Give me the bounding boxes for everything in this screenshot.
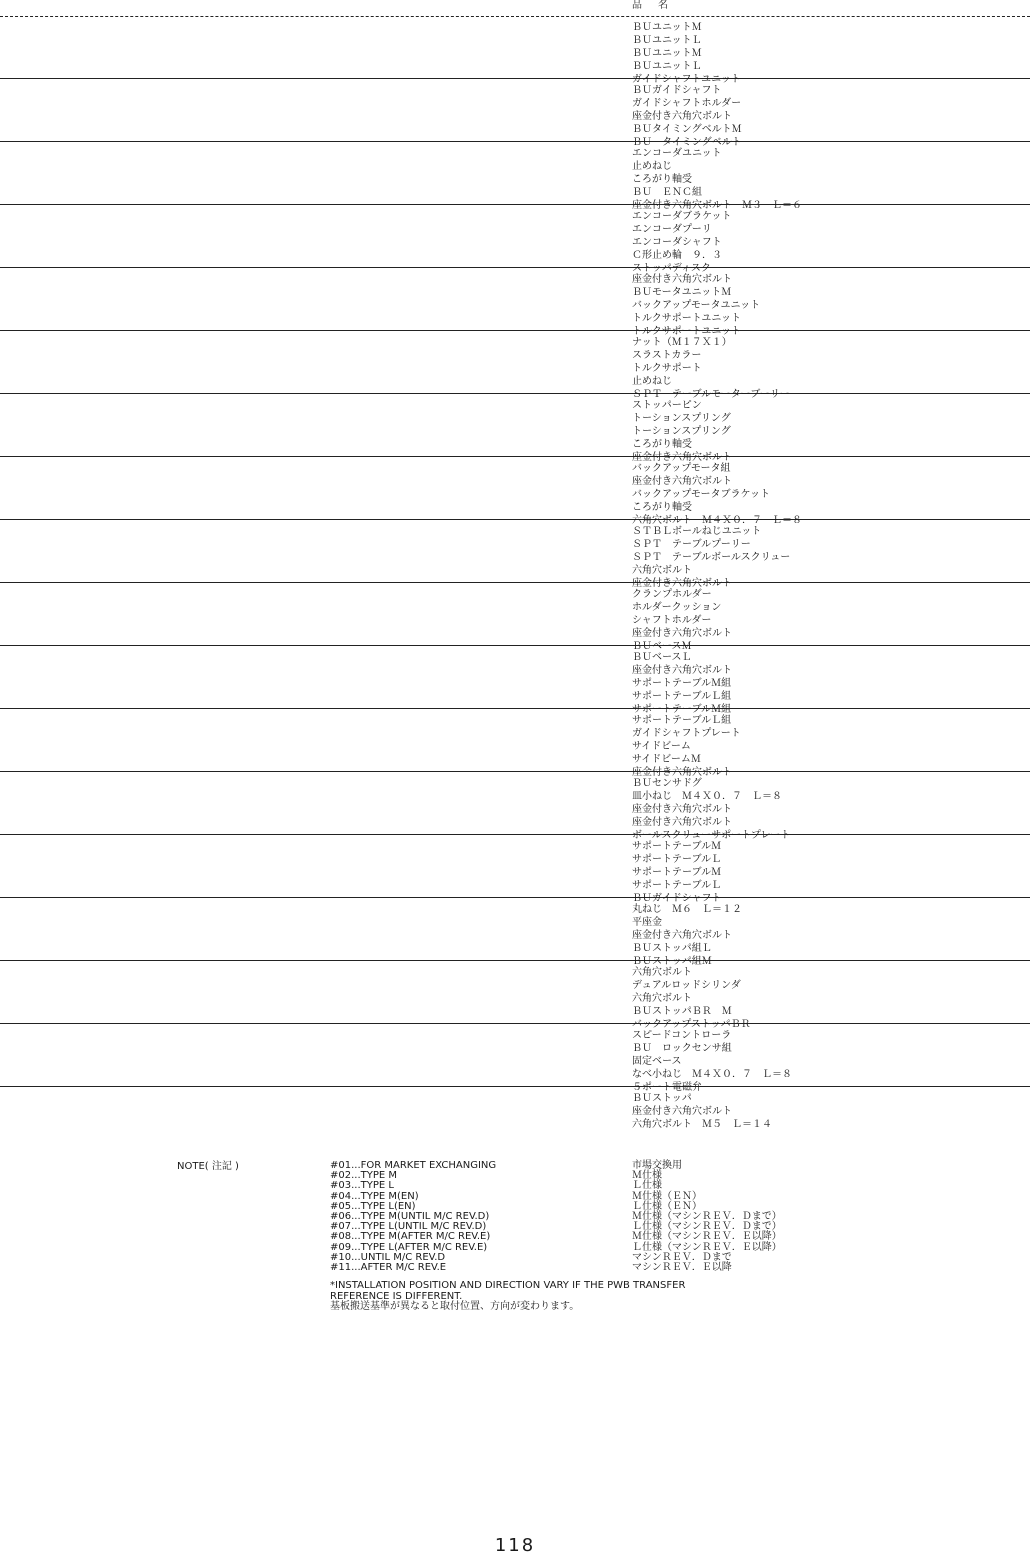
part-name: 座金付き六角穴ボルト bbox=[632, 1105, 732, 1117]
part-name: 座金付き六角穴ボルト bbox=[632, 274, 732, 285]
part-name-cell bbox=[632, 778, 1030, 842]
part-name: ＢＵガイドシャフト bbox=[632, 892, 722, 904]
note-description: Ｌ仕様（マシンＲＥＶ．Ｄまで） bbox=[632, 1221, 782, 1233]
part-name: ストッパディスク bbox=[632, 262, 711, 274]
part-name: ＢＵセンサドグ bbox=[632, 778, 702, 789]
part-name: 六角穴ボルト Ｍ５ Ｌ＝１４ bbox=[632, 1118, 772, 1130]
part-name: ガイドシャフトユニット bbox=[632, 73, 741, 85]
part-name: 六角穴ボルト bbox=[632, 992, 692, 1004]
note-code: #05...TYPE L(EN) bbox=[330, 1200, 416, 1212]
part-name: 皿小ねじ Ｍ４Ｘ０．７ Ｌ＝８ bbox=[632, 790, 782, 802]
part-name: サポートテーブルＬ組 bbox=[632, 690, 732, 702]
part-name: ころがり軸受 bbox=[632, 501, 692, 513]
note-description: Ｍ仕様（マシンＲＥＶ．Ｅ以降） bbox=[632, 1231, 782, 1243]
part-name: ＢＵ タイミングベルト bbox=[632, 136, 742, 148]
part-name: ＢＵモータユニットＭ bbox=[632, 286, 732, 298]
part-name: ＢＵユニットＬ bbox=[632, 34, 702, 46]
part-name-cell bbox=[632, 589, 1030, 653]
part-name: ＢＵベースＬ bbox=[632, 652, 692, 663]
part-name-cell bbox=[632, 841, 1030, 905]
part-name: シャフトホルダー bbox=[632, 614, 712, 626]
parts-group bbox=[0, 331, 1030, 400]
part-name: ＢＵ ＥＮＣ組 bbox=[632, 186, 702, 198]
note-description: Ｌ仕様（マシンＲＥＶ．Ｅ以降） bbox=[632, 1241, 782, 1253]
part-name: 座金付き六角穴ボルト bbox=[632, 766, 732, 778]
part-name: ＳＰＴ テーブルモーターブーリー bbox=[632, 388, 790, 400]
note-description: Ｌ仕様（ＥＮ） bbox=[632, 1200, 702, 1212]
parts-group bbox=[0, 268, 1030, 337]
part-name: ガイドシャフトホルダー bbox=[632, 97, 742, 109]
part-name: 六角穴ボルト Ｍ４Ｘ０．７ Ｌ＝８ bbox=[632, 514, 802, 526]
note-code: #08...TYPE M(AFTER M/C REV.E) bbox=[330, 1231, 491, 1243]
parts-group bbox=[0, 394, 1030, 463]
part-name: ころがり軸受 bbox=[632, 438, 692, 450]
part-name: サポートテーブルＭ bbox=[632, 866, 722, 878]
part-name-cell bbox=[632, 148, 1030, 212]
parts-group bbox=[0, 205, 1030, 274]
part-name: 止めねじ bbox=[632, 160, 672, 172]
part-name: 座金付き六角穴ボルト bbox=[632, 110, 732, 122]
parts-group bbox=[0, 457, 1030, 526]
part-name: トルクサポートユニット bbox=[632, 312, 741, 324]
part-name-cell bbox=[632, 274, 1030, 338]
part-name: 座金付き六角穴ボルト bbox=[632, 816, 732, 828]
parts-group bbox=[0, 646, 1030, 715]
note-description: マシンＲＥＶ．Ｄまで bbox=[632, 1251, 732, 1263]
part-name-column-header: 品 名 bbox=[632, 0, 671, 11]
note-description: Ｍ仕様 bbox=[632, 1170, 662, 1182]
part-name: なべ小ねじ Ｍ４Ｘ０．７ Ｌ＝８ bbox=[632, 1068, 792, 1080]
part-name: サポートテーブルＬ bbox=[632, 853, 722, 865]
part-name: スピードコントローラ bbox=[632, 1030, 732, 1041]
part-name: デュアルロッドシリンダ bbox=[632, 979, 741, 991]
part-name: トーションスプリング bbox=[632, 412, 731, 424]
part-name: ＢＵユニットＭ bbox=[632, 47, 702, 59]
part-name: ＢＵタイミングベルトＭ bbox=[632, 123, 742, 135]
installation-note-line: 基板搬送基準が異なると取付位置、方向が変わります。 bbox=[330, 1301, 580, 1312]
note-code: #07...TYPE L(UNTIL M/C REV.D) bbox=[330, 1221, 487, 1233]
part-name: ナット（Ｍ１７Ｘ１） bbox=[632, 337, 732, 348]
note-description: Ｍ仕様（ＥＮ） bbox=[632, 1190, 702, 1202]
parts-group bbox=[0, 16, 1030, 85]
note-description: Ｌ仕様 bbox=[632, 1180, 662, 1192]
note-codes bbox=[330, 1161, 496, 1273]
parts-group bbox=[0, 898, 1030, 967]
parts-group bbox=[0, 709, 1030, 778]
part-name-cell bbox=[632, 904, 1030, 968]
part-name: エンコーダシャフト bbox=[632, 236, 722, 248]
parts-group bbox=[0, 961, 1030, 1030]
part-name: サポートテーブルＬ組 bbox=[632, 715, 732, 726]
part-name: クランプホルダー bbox=[632, 589, 712, 600]
note-code: #11...AFTER M/C REV.E bbox=[330, 1261, 447, 1273]
installation-note bbox=[330, 1281, 685, 1313]
part-name-cell bbox=[632, 337, 1030, 401]
note-description: Ｍ仕様（マシンＲＥＶ．Ｄまで） bbox=[632, 1210, 782, 1222]
parts-group bbox=[0, 583, 1030, 652]
part-name-cell bbox=[632, 652, 1030, 716]
note-code: #01...FOR MARKET EXCHANGING bbox=[330, 1160, 497, 1171]
part-name: 座金付き六角穴ボルト bbox=[632, 627, 732, 639]
part-name: 座金付き六角穴ボルト bbox=[632, 451, 732, 463]
part-name: ＢＵベースＭ bbox=[632, 640, 692, 652]
part-name: 六角穴ボルト bbox=[632, 564, 692, 576]
note-description: マシンＲＥＶ．Ｅ以降 bbox=[632, 1261, 732, 1273]
note-descriptions bbox=[632, 1161, 782, 1273]
part-name: サイドビーム bbox=[632, 740, 691, 752]
part-name: ストッパーピン bbox=[632, 400, 702, 411]
note-code: #09...TYPE L(AFTER M/C REV.E) bbox=[330, 1241, 488, 1253]
part-name: サポートテーブルＭ組 bbox=[632, 703, 732, 715]
part-name: バックアップモータブラケット bbox=[632, 488, 770, 500]
parts-group bbox=[0, 520, 1030, 589]
part-name: ５ポート電磁弁 bbox=[632, 1081, 702, 1093]
part-name: トルクサポートユニット bbox=[632, 325, 741, 337]
part-name: トーションスプリング bbox=[632, 425, 731, 437]
parts-group bbox=[0, 79, 1030, 148]
parts-group bbox=[0, 142, 1030, 211]
part-name-cell bbox=[632, 211, 1030, 275]
part-name: 平座金 bbox=[632, 916, 662, 928]
part-name: バックアップストッパＢＲ bbox=[632, 1018, 751, 1030]
part-name: ボールスクリューサポートプレート bbox=[632, 829, 791, 841]
page-number: 118 bbox=[494, 1535, 536, 1556]
part-name: ＢＵガイドシャフト bbox=[632, 85, 722, 96]
part-name: サイドビームＭ bbox=[632, 753, 701, 765]
part-name: ＢＵストッパ組Ｍ bbox=[632, 955, 712, 967]
part-name: 座金付き六角穴ボルト bbox=[632, 664, 732, 676]
part-name: 止めねじ bbox=[632, 375, 672, 387]
part-name: ＢＵユニットＬ bbox=[632, 60, 702, 72]
part-name: 丸ねじ Ｍ６ Ｌ＝１２ bbox=[632, 904, 742, 915]
parts-group bbox=[0, 1024, 1030, 1093]
part-name: サポートテーブルＭ bbox=[632, 841, 722, 852]
part-name: サポートテーブルＬ bbox=[632, 879, 722, 891]
part-name: スラストカラー bbox=[632, 349, 702, 361]
part-name: 座金付き六角穴ボルト Ｍ３ Ｌ＝６ bbox=[632, 199, 802, 211]
part-name: ＳＴＢＬボールねじユニット bbox=[632, 526, 762, 537]
note-description: 市場交換用 bbox=[632, 1160, 682, 1171]
part-name: ＢＵストッパＢＲ Ｍ bbox=[632, 1005, 732, 1017]
note-code: #04...TYPE M(EN) bbox=[330, 1190, 419, 1202]
note-code: #06...TYPE M(UNTIL M/C REV.D) bbox=[330, 1210, 490, 1222]
part-name-cell bbox=[632, 22, 1030, 86]
part-name: ガイドシャフトプレート bbox=[632, 727, 741, 739]
part-name: ＳＰＴ テーブルプーリー bbox=[632, 538, 751, 550]
parts-group bbox=[0, 835, 1030, 904]
table-header bbox=[0, 0, 1030, 17]
part-name-cell bbox=[632, 715, 1030, 779]
part-name-cell bbox=[632, 85, 1030, 149]
part-name: ＢＵユニットＭ bbox=[632, 22, 702, 33]
part-name: ころがり軸受 bbox=[632, 173, 692, 185]
part-name: サポートテーブルＭ組 bbox=[632, 677, 732, 689]
note-code: #10...UNTIL M/C REV.D bbox=[330, 1251, 446, 1263]
part-name: エンコーダユニット bbox=[632, 148, 722, 159]
note-code: #02...TYPE M bbox=[330, 1170, 398, 1182]
part-name: 固定ベース bbox=[632, 1055, 682, 1067]
parts-table bbox=[0, 16, 1030, 1150]
note-code: #03...TYPE L bbox=[330, 1180, 394, 1192]
part-name: エンコーダプーリ bbox=[632, 223, 712, 235]
note-label: NOTE( 注記 ) bbox=[177, 1161, 239, 1172]
part-name: ホルダークッション bbox=[632, 601, 722, 613]
part-name-cell bbox=[632, 463, 1030, 527]
part-name: ＳＰＴ テーブルボールスクリュー bbox=[632, 551, 791, 563]
part-name: ＢＵストッパ bbox=[632, 1093, 692, 1104]
part-name-cell bbox=[632, 1093, 1030, 1132]
part-name: バックアップモータユニット bbox=[632, 299, 761, 311]
parts-group bbox=[0, 1087, 1030, 1150]
part-name: 座金付き六角穴ボルト bbox=[632, 475, 732, 487]
part-name: エンコーダブラケット bbox=[632, 211, 732, 222]
parts-group bbox=[0, 772, 1030, 841]
installation-note-line: REFERENCE IS DIFFERENT. bbox=[330, 1290, 463, 1302]
part-name-cell bbox=[632, 1030, 1030, 1094]
part-name: ＢＵ ロックセンサ組 bbox=[632, 1042, 732, 1054]
part-name: トルクサポート bbox=[632, 362, 702, 374]
part-name: 六角穴ボルト bbox=[632, 967, 692, 978]
part-name: 座金付き六角穴ボルト bbox=[632, 577, 732, 589]
part-name-cell bbox=[632, 400, 1030, 464]
part-name-cell bbox=[632, 526, 1030, 590]
part-name: 座金付き六角穴ボルト bbox=[632, 929, 732, 941]
part-name: ＢＵストッパ組Ｌ bbox=[632, 942, 712, 954]
part-name: バックアップモータ組 bbox=[632, 463, 731, 474]
part-name-cell bbox=[632, 967, 1030, 1031]
part-name: Ｃ形止め輪 ９．３ bbox=[632, 249, 722, 261]
installation-note-line: *INSTALLATION POSITION AND DIRECTION VARY IF THE PWB TRANSFER bbox=[330, 1280, 686, 1291]
part-name: 座金付き六角穴ボルト bbox=[632, 803, 732, 815]
